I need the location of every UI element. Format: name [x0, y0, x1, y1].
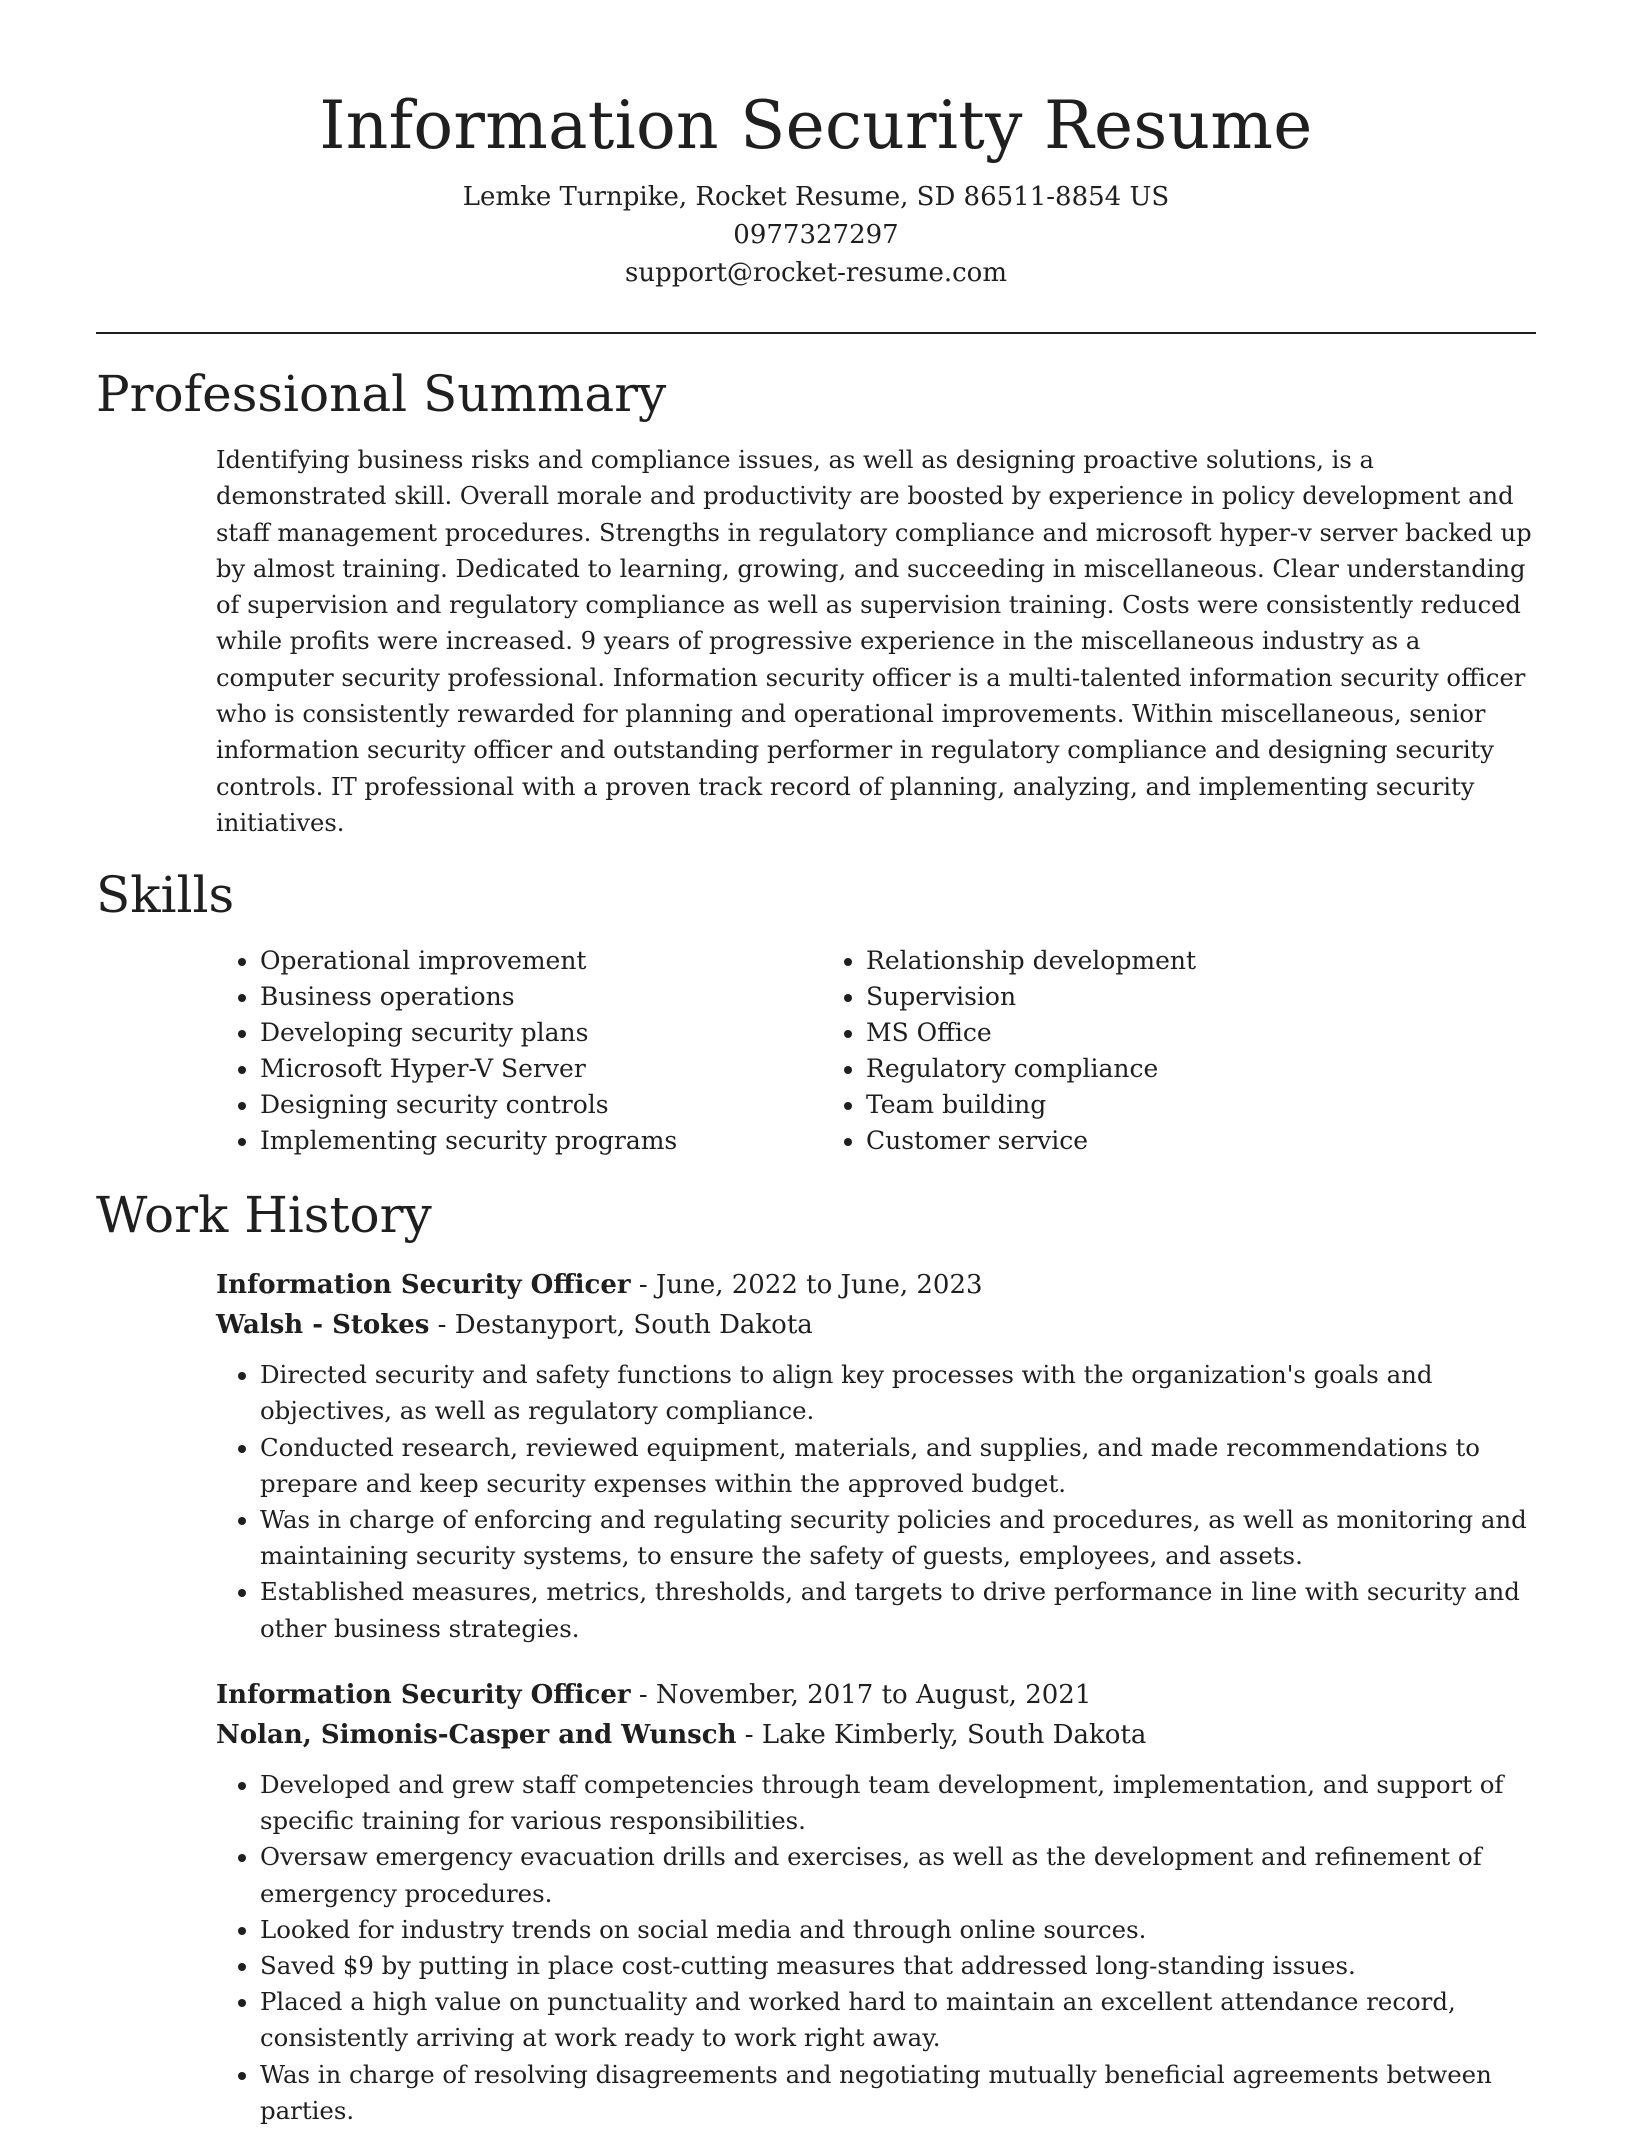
summary-section — [96, 362, 1536, 841]
work-history-section — [96, 1183, 1536, 2129]
contact-email: support@rocket-resume.com — [624, 258, 1007, 288]
skills-heading: Skills — [96, 866, 235, 925]
job-company-line: Walsh - Stokes - Destanyport, South Dakota — [216, 1310, 813, 1341]
header-divider — [96, 332, 1536, 334]
job-bullets — [216, 1357, 1536, 1647]
skill-item: • Microsoft Hyper-V Server — [260, 1051, 822, 1087]
skill-item: • Team building — [866, 1087, 1428, 1123]
skill-item: • Operational improvement — [260, 943, 822, 979]
job-location: Lake Kimberly, South Dakota — [761, 1719, 1147, 1750]
skill-item: • Implementing security programs — [260, 1123, 822, 1159]
skill-item: • Regulatory compliance — [866, 1051, 1428, 1087]
job-bullet: • Was in charge of enforcing and regulating security policies and procedures, as well as monitoring and maintaining security systems, to ensure the safety of guests, employees, and assets. — [260, 1502, 1536, 1574]
job-bullets — [216, 1767, 1536, 2129]
skill-item: • Relationship development — [866, 943, 1428, 979]
job-company: Nolan, Simonis-Casper and Wunsch — [216, 1719, 737, 1750]
job-entry — [216, 1265, 1536, 1647]
job-bullet: • Conducted research, reviewed equipment, materials, and supplies, and made recommendations to prepare and keep security expenses within the approved budget. — [260, 1430, 1536, 1502]
skill-item: • Developing security plans — [260, 1015, 822, 1051]
work-history-heading: Work History — [96, 1186, 432, 1245]
skills-grid — [216, 943, 1536, 1159]
skill-item: • Designing security controls — [260, 1087, 822, 1123]
job-title-line: Information Security Officer - November, 2017 to August, 2021 — [216, 1679, 1092, 1710]
contact-address: Lemke Turnpike, Rocket Resume, SD 86511-8854 US — [462, 182, 1170, 212]
job-company: Walsh - Stokes — [216, 1310, 430, 1341]
job-dates: June, 2022 to June, 2023 — [655, 1270, 983, 1301]
job-title: Information Security Officer — [216, 1679, 631, 1710]
skills-list-right — [822, 943, 1428, 1159]
job-bullet: • Established measures, metrics, thresholds, and targets to drive performance in line with security and other business strategies. — [260, 1574, 1536, 1646]
skills-section — [96, 863, 1536, 1159]
skill-item: • Business operations — [260, 979, 822, 1015]
resume-title: Information Security Resume — [319, 87, 1313, 164]
job-bullet: • Was in charge of resolving disagreements and negotiating mutually beneficial agreements between parties. — [260, 2057, 1536, 2129]
summary-text: Identifying business risks and compliance issues, as well as designing proactive solutions, is a demonstrated skill. Overall morale and productivity are boosted by experience in policy development and staff management procedures. Strengths in regulatory compliance and microsoft hyper-v server backed up by almost training. Dedicated to learning, growing, and succeeding in miscellaneous. Clear understanding of supervision and regulatory compliance as well as supervision training. Costs were consistently reduced while profits were increased. 9 years of progressive experience in the miscellaneous industry as a computer security professional. Information security officer is a multi-talented information security officer who is consistently rewarded for planning and operational improvements. Within miscellaneous, senior information security officer and outstanding performer in regulatory compliance and designing security controls. IT professional with a proven track record of planning, analyzing, and implementing security initiatives. — [216, 446, 1532, 837]
skills-list-left — [216, 943, 822, 1159]
resume-header — [96, 0, 1536, 292]
job-entry — [216, 1675, 1536, 2129]
job-bullet: • Directed security and safety functions to align key processes with the organization's goals and objectives, as well as regulatory compliance. — [260, 1357, 1536, 1429]
job-bullet: • Oversaw emergency evacuation drills and exercises, as well as the development and refinement of emergency procedures. — [260, 1839, 1536, 1911]
resume-page — [96, 0, 1536, 2129]
job-location: Destanyport, South Dakota — [454, 1310, 813, 1341]
summary-heading: Professional Summary — [96, 365, 667, 423]
job-bullet: • Saved $9 by putting in place cost-cutting measures that addressed long-standing issues. — [260, 1948, 1536, 1984]
skill-item: • MS Office — [866, 1015, 1428, 1051]
job-title: Information Security Officer — [216, 1270, 631, 1301]
job-dates: November, 2017 to August, 2021 — [655, 1679, 1092, 1710]
job-bullet: • Placed a high value on punctuality and worked hard to maintain an excellent attendance record, consistently arriving at work ready to work right away. — [260, 1984, 1536, 2056]
job-bullet: • Looked for industry trends on social media and through online sources. — [260, 1912, 1536, 1948]
skill-item: • Supervision — [866, 979, 1428, 1015]
job-title-line: Information Security Officer - June, 2022 to June, 2023 — [216, 1270, 983, 1301]
contact-block — [96, 178, 1536, 292]
job-company-line: Nolan, Simonis-Casper and Wunsch - Lake Kimberly, South Dakota — [216, 1719, 1147, 1750]
job-bullet: • Developed and grew staff competencies through team development, implementation, and support of specific training for various responsibilities. — [260, 1767, 1536, 1839]
contact-phone: 0977327297 — [733, 220, 899, 250]
skill-item: • Customer service — [866, 1123, 1428, 1159]
